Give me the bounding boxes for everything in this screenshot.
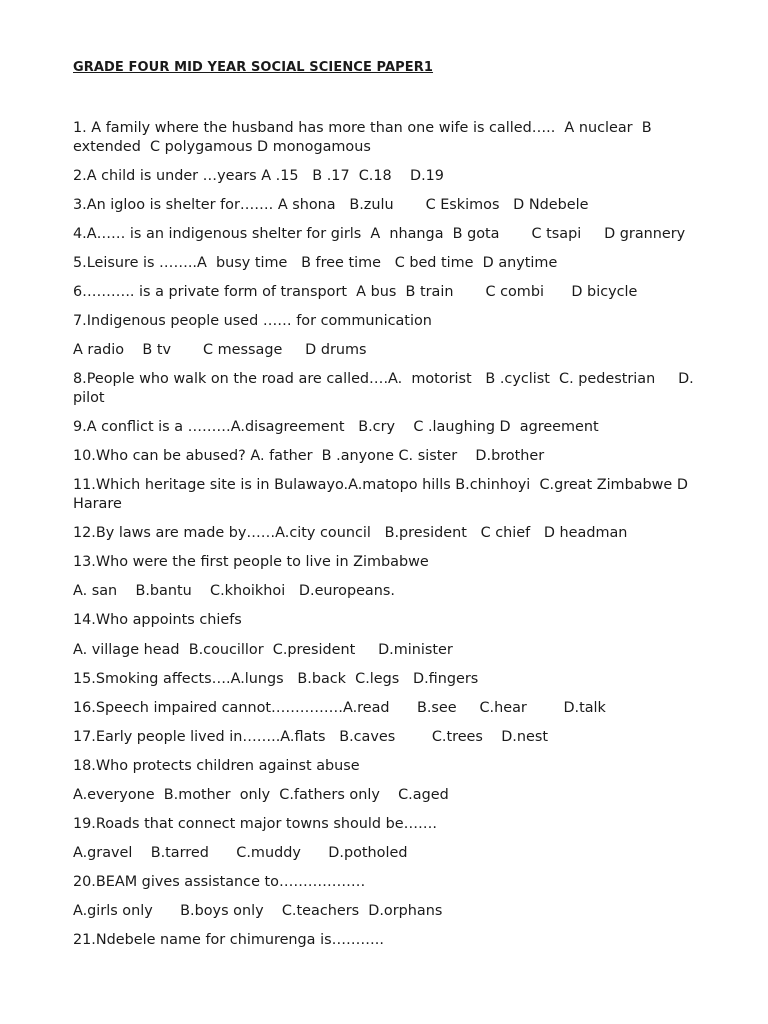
answer-options-line: A.everyone B.mother only C.fathers only C.aged	[73, 787, 449, 803]
question-line: 8.People who walk on the road are called….A. motorist B .cyclist C. pedestrian D. pilot	[73, 371, 699, 406]
question-line: 18.Who protects children against abuse	[73, 758, 360, 774]
question-line: 1. A family where the husband has more than one wife is called….. A nuclear B extended C polygamous D monogamous	[73, 120, 657, 155]
question-line: 20.BEAM gives assistance to………………	[73, 874, 366, 890]
question-line: 4.A…… is an indigenous shelter for girls A nhanga B gota C tsapi D grannery	[73, 226, 686, 242]
answer-options-line: A. village head B.coucillor C.president D.minister	[73, 642, 453, 658]
question-line: 11.Which heritage site is in Bulawayo.A.matopo hills B.chinhoyi C.great Zimbabwe D Harare	[73, 477, 693, 512]
question-line: 12.By laws are made by……A.city council B.president C chief D headman	[73, 525, 628, 541]
question-line: 9.A conflict is a ………A.disagreement B.cry C .laughing D agreement	[73, 419, 599, 435]
question-line: 14.Who appoints chiefs	[73, 612, 242, 628]
answer-options-line: A. san B.bantu C.khoikhoi D.europeans.	[73, 583, 395, 599]
question-line: 5.Leisure is ……..A busy time B free time C bed time D anytime	[73, 255, 558, 271]
question-line: 19.Roads that connect major towns should be…….	[73, 816, 437, 832]
answer-options-line: A.gravel B.tarred C.muddy D.potholed	[73, 845, 408, 861]
question-line: 21.Ndebele name for chimurenga is………..	[73, 932, 384, 948]
question-line: 15.Smoking affects….A.lungs B.back C.legs D.fingers	[73, 671, 479, 687]
answer-options-line: A radio B tv C message D drums	[73, 342, 367, 358]
question-line: 13.Who were the first people to live in Zimbabwe	[73, 554, 429, 570]
question-line: 10.Who can be abused? A. father B .anyone C. sister D.brother	[73, 448, 545, 464]
page-title: GRADE FOUR MID YEAR SOCIAL SCIENCE PAPER1	[73, 60, 434, 75]
question-line: 3.An igloo is shelter for……. A shona B.zulu C Eskimos D Ndebele	[73, 197, 589, 213]
answer-options-line: A.girls only B.boys only C.teachers D.orphans	[73, 903, 443, 919]
question-line: 2.A child is under …years A .15 B .17 C.18 D.19	[73, 168, 444, 184]
question-line: 7.Indigenous people used …… for communication	[73, 313, 432, 329]
question-line: 17.Early people lived in……..A.flats B.caves C.trees D.nest	[73, 729, 548, 745]
question-line: 6……….. is a private form of transport A bus B train C combi D bicycle	[73, 284, 638, 300]
question-line: 16.Speech impaired cannot……………A.read B.see C.hear D.talk	[73, 700, 606, 716]
